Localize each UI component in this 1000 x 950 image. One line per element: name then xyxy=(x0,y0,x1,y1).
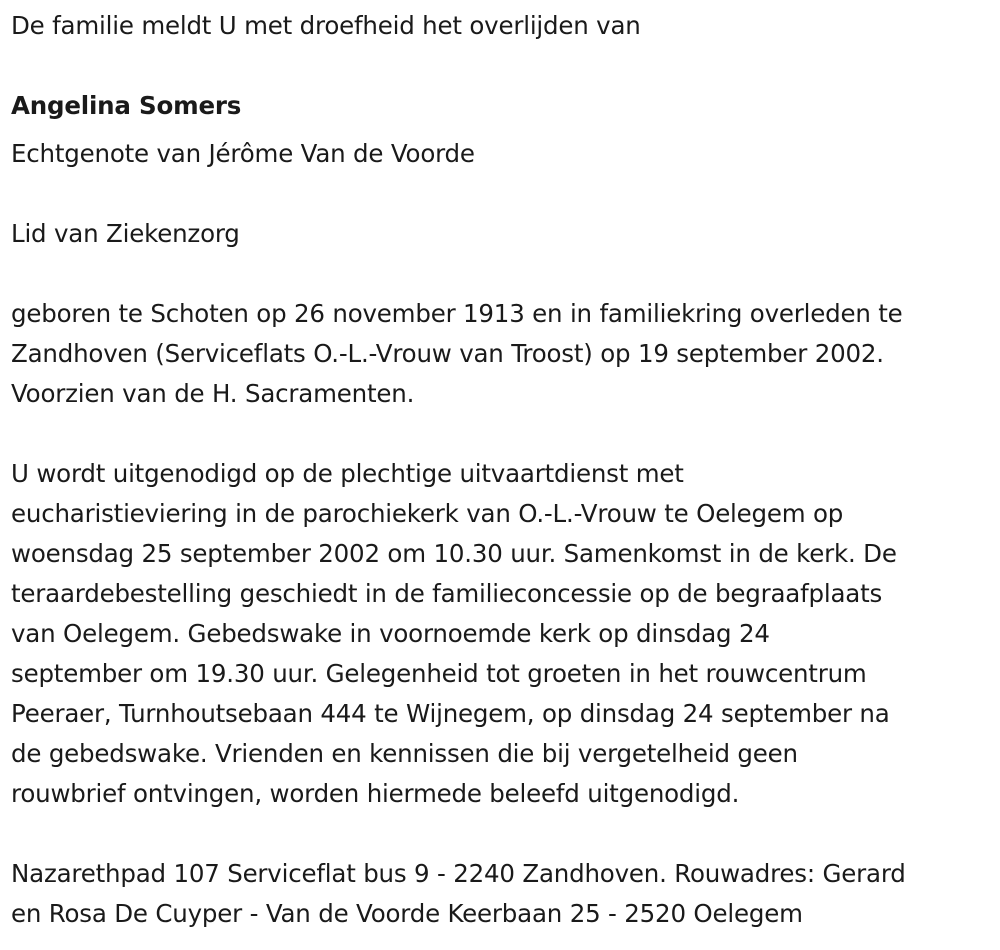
birth-death-paragraph xyxy=(11,294,903,414)
paragraph-line: woensdag 25 september 2002 om 10.30 uur. Samenkomst in de kerk. De xyxy=(11,539,897,568)
spouse-line: Echtgenote van Jérôme Van de Voorde xyxy=(11,139,475,168)
paragraph-line: Zandhoven (Serviceflats O.-L.-Vrouw van Troost) op 19 september 2002. xyxy=(11,339,884,368)
address-paragraph xyxy=(11,854,906,934)
paragraph-line: Peeraer, Turnhoutsebaan 444 te Wijnegem, op dinsdag 24 september na xyxy=(11,699,890,728)
deceased-name: Angelina Somers xyxy=(11,91,242,120)
membership-line: Lid van Ziekenzorg xyxy=(11,219,240,248)
paragraph-line: van Oelegem. Gebedswake in voornoemde kerk op dinsdag 24 xyxy=(11,619,770,648)
paragraph-line: teraardebestelling geschiedt in de familieconcessie op de begraafplaats xyxy=(11,579,883,608)
paragraph-line: de gebedswake. Vrienden en kennissen die bij vergetelheid geen xyxy=(11,739,798,768)
paragraph-line: eucharistieviering in de parochiekerk van O.-L.-Vrouw te Oelegem op xyxy=(11,499,844,528)
intro-text: De familie meldt U met droefheid het overlijden van xyxy=(11,11,641,40)
paragraph-line: Nazarethpad 107 Serviceflat bus 9 - 2240 Zandhoven. Rouwadres: Gerard xyxy=(11,859,906,888)
paragraph-line: en Rosa De Cuyper - Van de Voorde Keerbaan 25 - 2520 Oelegem xyxy=(11,899,803,928)
paragraph-line: geboren te Schoten op 26 november 1913 en in familiekring overleden te xyxy=(11,299,903,328)
paragraph-line: rouwbrief ontvingen, worden hiermede beleefd uitgenodigd. xyxy=(11,779,740,808)
paragraph-line: september om 19.30 uur. Gelegenheid tot groeten in het rouwcentrum xyxy=(11,659,867,688)
ceremony-paragraph xyxy=(11,454,897,814)
paragraph-line: Voorzien van de H. Sacramenten. xyxy=(11,379,415,408)
paragraph-line: U wordt uitgenodigd op de plechtige uitvaartdienst met xyxy=(11,459,684,488)
